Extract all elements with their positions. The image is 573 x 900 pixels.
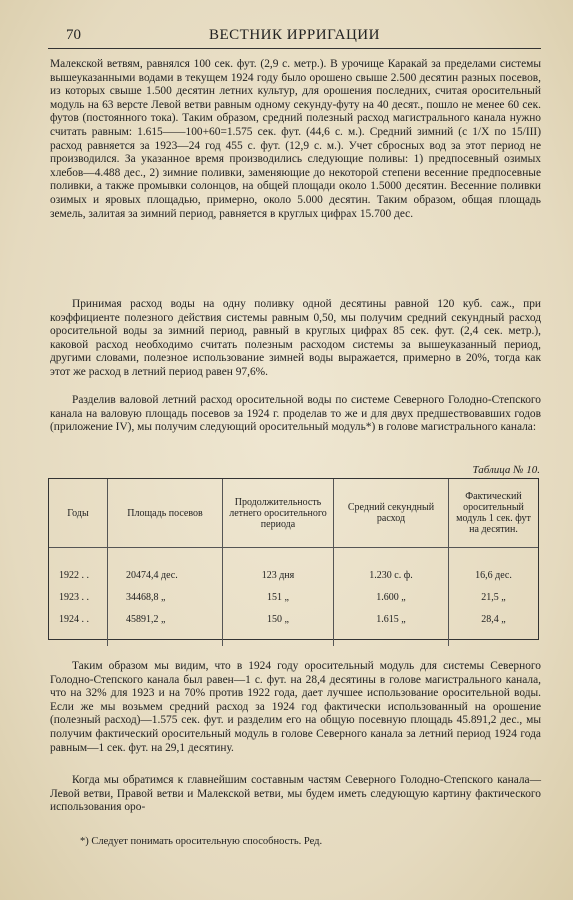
cell-year: 1924 . . [49, 608, 108, 630]
cell-year: 1923 . . [49, 586, 108, 608]
cell-discharge: 1.230 с. ф. [334, 564, 449, 586]
paragraph-3: Разделив валовой летний расход оросительной воды по системе Северного Голодно-Степского канала на валовую площадь посевов за 1924 г. проделав то же и для двух предшествовавших годов (приложение IV), мы получим следующий оросительный модуль*) в голове магистрального канала: [50, 394, 541, 434]
paragraph-4: Таким образом мы видим, что в 1924 году оросительный модуль для системы Северного Голодно-Степского канала был равен—1 с. фут. на 28,4 десятины в голове магистрального канала, что на 32% для 1923 и на 70% против 1922 года, дает лучшее использование оросительной воды. Если же мы возьмем средний расход за 1924 год фактически использованный на орошение (полезный расход)—1.575 сек. фут. и разделим его на общую посевную площадь 45.891,2 дес., мы получим фактический оросительный модуль в голове Северного канала за летний период 1924 года равным—1 сек. фут. на 29,1 десятину. [50, 660, 541, 754]
paragraph-2: Принимая расход воды на одну поливку одной десятины равной 120 куб. саж., при коэффициенте полезного действия системы равным 0,50, мы получим средний секундный расход оросительной воды за зимний период, равный в круглых цифрах 85 сек. фут. (2,4 сек. метр.), каковой расход необходимо считать полезным расходом системы за вышеуказанный период, другими словами, полезное использование зимней воды выражается, примерно в 20%, тогда как этот же расход в летний период равен 97,6%. [50, 298, 541, 378]
table-header-row [49, 479, 538, 548]
page-header [48, 26, 541, 49]
cell-discharge: 1.600 „ [334, 586, 449, 608]
cell-duration: 151 „ [223, 586, 334, 608]
paragraph-5: Когда мы обратимся к главнейшим составным частям Северного Голодно-Степского канала—Левой ветви, Правой ветви и Малекской ветви, мы будем иметь следующую картину фактического использования оро- [50, 774, 541, 814]
cell-module: 21,5 „ [481, 591, 506, 603]
running-title: ВЕСТНИК ИРРИГАЦИИ [209, 27, 380, 43]
header-area: Площадь посевов [108, 479, 223, 548]
paragraph-1: Малекской ветвям, равнялся 100 сек. фут. (2,9 с. метр.). В урочище Каракай за пределами системы вышеуказанными водами в текущем 1924 году было орошено свыше 2.500 десятин разных посевов, из которых свыше 1.500 десятин летних культур, для орошения последних, считая оросительный модуль на 63 версте Левой ветви равным одному секунду-футу на 40 десят., пошло не менее 60 сек. футов (постоянного тока). Таким образом, средний полезный расход магистрального канала нужно считать равным: 1.615——100+60=1.575 сек. фут. (44,6 с. м.). Средний зимний (с 1/X по 15/III) расход равняется за 1923—24 год 455 с. фут. (12,9 с. м.). Учет сбросных вод за этот период не производился. За указанное время производились следующие поливы: 1) предпосевный озимых хлебов—4.488 дес., 2) зимние поливки, заменяющие до некоторой степени весенние предпосевные поливки, а также промывки солонцов, на общей площади около 1.5000 десятин. Весенние поливки озимых и яровых площадью, примерно, около 5.000 десятин. Таким образом, общая площадь земель, залитая за зимний период, равняется в круглых цифрах 15.700 дес. [50, 58, 541, 220]
table-row [49, 586, 538, 608]
cell-duration: 123 дня [223, 564, 334, 586]
header-duration: Продолжительность летнего оросительного периода [223, 479, 334, 548]
irrigation-table [48, 478, 539, 640]
cell-area: 34468,8 „ [108, 586, 223, 608]
header-module: Фактический оросительный модуль 1 сек. фут на десятин. [449, 479, 539, 548]
cell-discharge: 1.615 „ [334, 608, 449, 630]
table-row [49, 564, 538, 586]
table-caption: Таблица № 10. [472, 464, 540, 476]
cell-year: 1922 . . [49, 564, 108, 586]
footnote: *) Следует понимать оросительную способность. Ред. [80, 836, 323, 847]
header-discharge: Средний секундный расход [334, 479, 449, 548]
cell-duration: 150 „ [223, 608, 334, 630]
page-number: 70 [66, 27, 81, 43]
cell-module: 16,6 дес. [475, 569, 512, 581]
header-years: Годы [49, 479, 108, 548]
cell-module: 28,4 „ [481, 613, 506, 625]
cell-area: 20474,4 дес. [108, 564, 223, 586]
table-row [49, 608, 538, 630]
cell-area: 45891,2 „ [108, 608, 223, 630]
